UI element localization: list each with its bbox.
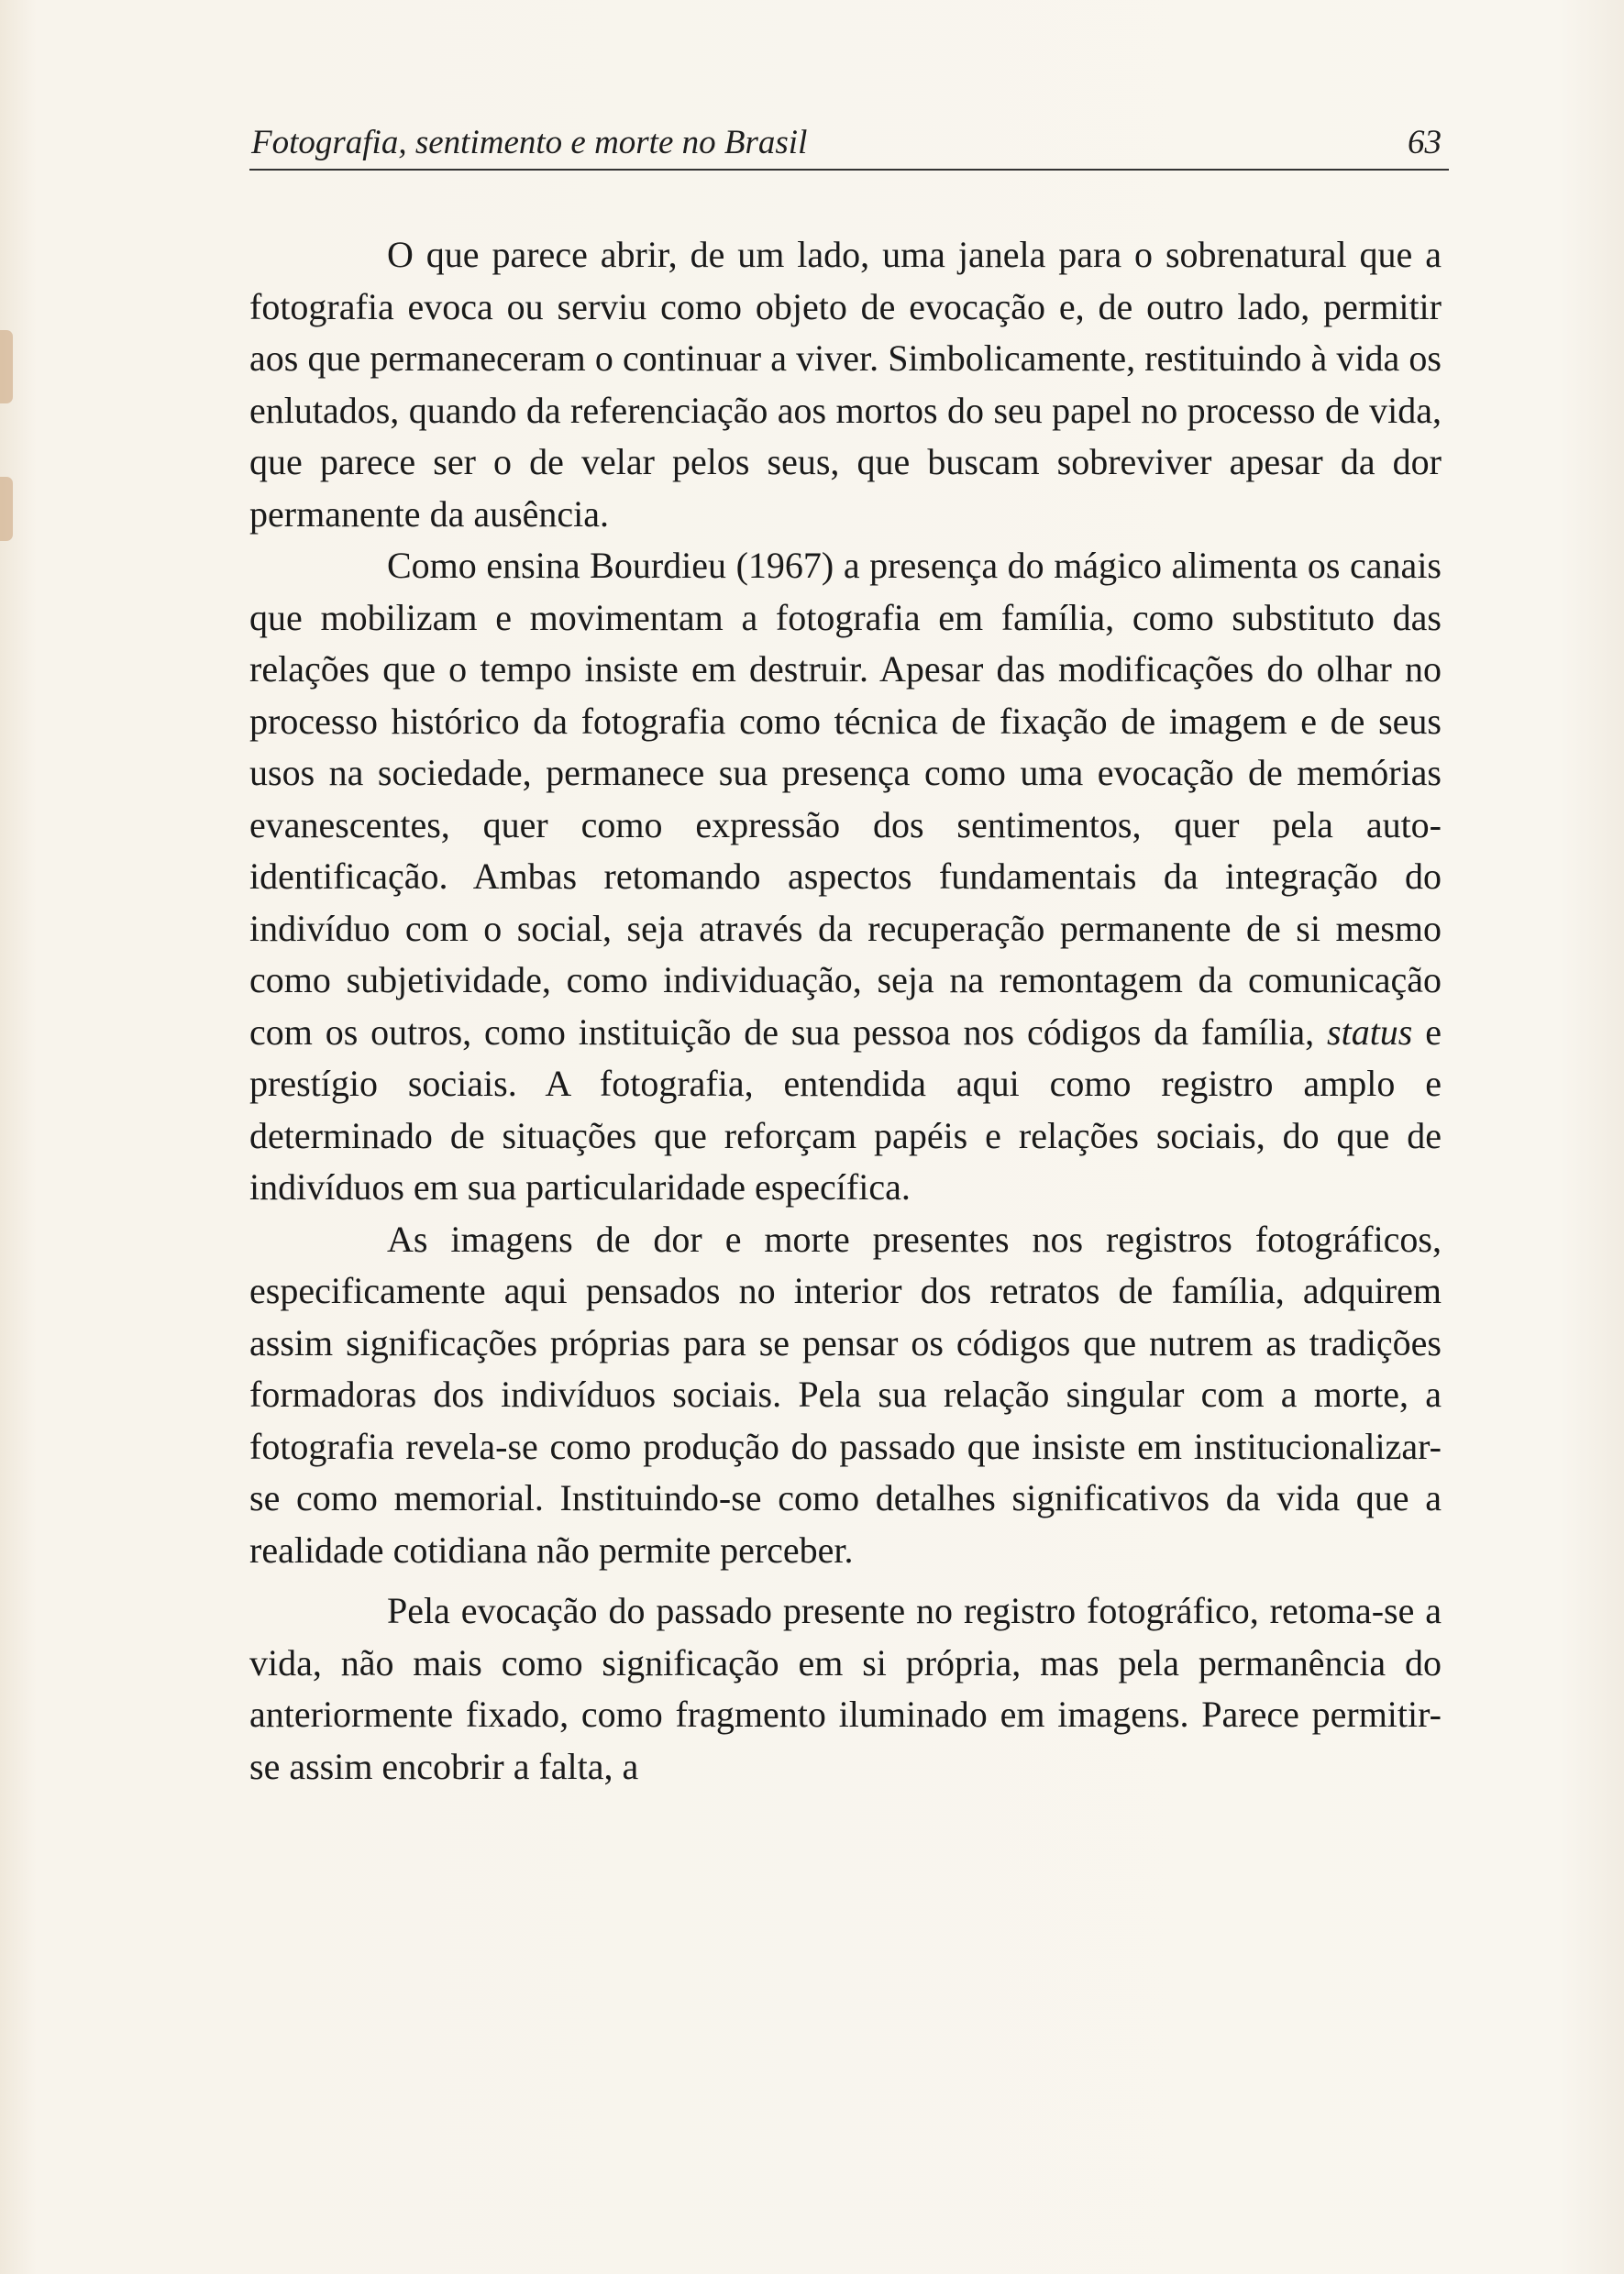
paragraph-2 <box>249 540 1442 1214</box>
paragraph-4: Pela evocação do passado presente no registro fotográfico, retoma-se a vida, não mais como significação em si própria, mas pela permanência do anteriormente fixado, como fragmento iluminado em imagens. Parece permitir-se assim encobrir a falta, a <box>249 1590 1442 1787</box>
paragraph-3: As imagens de dor e morte presentes nos registros fotográficos, especificamente aqui pensados no interior dos retratos de família, adquirem assim significações próprias para se pensar os códigos que nutrem as tradições formadoras dos indivíduos sociais. Pela sua relação singular com a morte, a fotografia revela-se como produção do passado que insiste em institucionalizar-se como memorial. Instituindo-se como detalhes significativos da vida que a realidade cotidiana não permite perceber. <box>249 1218 1442 1571</box>
paragraph-1: O que parece abrir, de um lado, uma janela para o sobrenatural que a fotografia evoca ou serviu como objeto de evocação e, de outro lado, permitir aos que permaneceram o continuar a viver. Simbolicamente, restituindo à vida os enlutados, quando da referenciação aos mortos do seu papel no processo de vida, que parece ser o de velar pelos seus, que buscam sobreviver apesar da dor permanente da ausência. <box>249 234 1442 535</box>
paragraph-2-text: Como ensina Bourdieu (1967) a presença do mágico alimenta os canais que mobilizam e movimentam a fotografia em família, como substituto das relações que o tempo insiste em destruir. Apesar das modificações do olhar no processo histórico da fotografia como técnica de fixação de imagem e de seus usos na sociedade, permanece sua presença como uma evocação de memórias evanescentes, quer como expressão dos sentimentos, quer pela auto-identificação. Ambas retomando aspectos fundamentais da integração do indivíduo com o social, seja através da recuperação permanente de si mesmo como subjetividade, como individuação, seja na remontagem da comunicação com os outros, como instituição de sua pessoa nos códigos da família, <box>249 545 1442 1053</box>
page-edge-mark <box>0 330 13 403</box>
page-number: 63 <box>1408 124 1442 161</box>
page-edge-mark <box>0 477 13 541</box>
paragraph-2-end: e prestígio sociais. A fotografia, entendida aqui como registro amplo e determinado de situações que reforçam papéis e relações sociais, do que de indivíduos em sua particularidade específica. <box>249 1010 1442 1208</box>
running-header <box>249 117 1449 171</box>
italic-term: status <box>1327 1010 1413 1053</box>
running-title: Fotografia, sentimento e morte no Brasil <box>251 124 808 161</box>
body-text <box>249 229 1442 1793</box>
